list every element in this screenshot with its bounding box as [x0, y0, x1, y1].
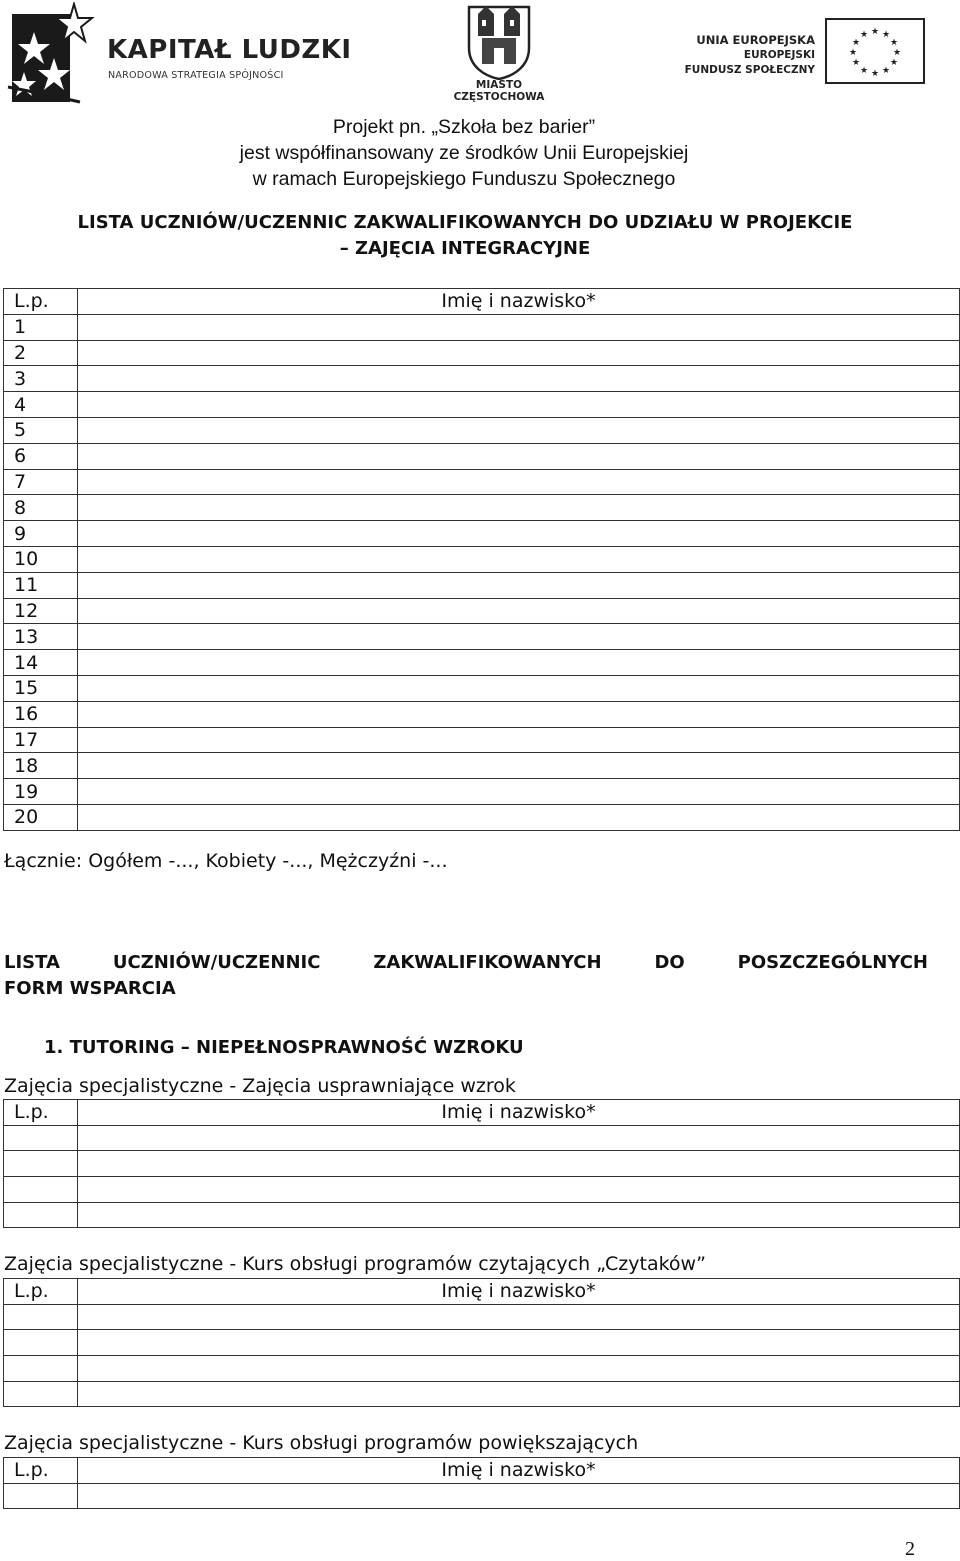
row-number: 4	[4, 392, 78, 418]
table-row	[4, 1177, 960, 1203]
table-row	[4, 366, 960, 392]
screen-readers-table	[3, 1278, 960, 1407]
table-row	[4, 701, 960, 727]
name-header: Imię i nazwisko*	[78, 1458, 960, 1484]
name-cell[interactable]	[78, 417, 960, 443]
table-row	[4, 546, 960, 572]
svg-text:★: ★	[870, 27, 880, 37]
row-number: 1	[4, 314, 78, 340]
svg-text:★: ★	[881, 30, 891, 40]
table-row	[4, 1304, 960, 1330]
name-cell[interactable]	[78, 1202, 960, 1228]
row-number: 6	[4, 443, 78, 469]
table-header-row	[4, 1458, 960, 1484]
table-row	[4, 314, 960, 340]
row-number: 14	[4, 650, 78, 676]
lp-header: L.p.	[4, 1279, 78, 1305]
row-number: 9	[4, 521, 78, 547]
name-cell[interactable]	[78, 1304, 960, 1330]
row-number: 20	[4, 804, 78, 830]
heading2-word1: LISTA	[4, 952, 60, 973]
name-cell[interactable]	[78, 650, 960, 676]
table-row	[4, 495, 960, 521]
name-cell[interactable]	[78, 779, 960, 805]
table-row	[4, 1330, 960, 1356]
name-header: Imię i nazwisko*	[78, 1100, 960, 1126]
table-row	[4, 1483, 960, 1509]
name-cell[interactable]	[78, 546, 960, 572]
kapital-ludzki-title: KAPITAŁ LUDZKI	[107, 35, 352, 65]
project-line2: jest współfinansowany ze środków Unii Europejskiej	[239, 142, 689, 164]
svg-text:★: ★	[859, 30, 869, 40]
table-row	[4, 1381, 960, 1407]
table-row	[4, 753, 960, 779]
summary-line: Łącznie: Ogółem -..., Kobiety -..., Mężczyźni -...	[4, 850, 448, 872]
name-cell[interactable]	[78, 392, 960, 418]
name-cell[interactable]	[78, 804, 960, 830]
vision-improvement-table	[3, 1099, 960, 1228]
table-row	[4, 1151, 960, 1177]
table-row	[4, 1202, 960, 1228]
name-cell[interactable]	[78, 1330, 960, 1356]
row-number: 10	[4, 546, 78, 572]
project-line1: Projekt pn. „Szkoła bez barier”	[332, 116, 596, 138]
city-line2: CZĘSTOCHOWA	[453, 91, 545, 103]
heading2-line2: FORM WSPARCIA	[4, 978, 176, 999]
tutoring-heading: 1. TUTORING – NIEPEŁNOSPRAWNOŚĆ WZROKU	[44, 1037, 524, 1058]
svg-text:★: ★	[851, 58, 861, 68]
table-row	[4, 443, 960, 469]
row-number: 5	[4, 417, 78, 443]
lp-cell[interactable]	[4, 1356, 78, 1382]
table-row	[4, 469, 960, 495]
row-number: 12	[4, 598, 78, 624]
heading2-word2: UCZNIÓW/UCZENNIC	[112, 952, 321, 973]
name-cell[interactable]	[78, 495, 960, 521]
section-vision-improvement: Zajęcia specjalistyczne - Zajęcia usprawniające wzrok	[4, 1075, 516, 1097]
main-heading	[0, 210, 930, 262]
city-line1: MIASTO	[475, 79, 523, 91]
city-crest-icon	[466, 4, 532, 80]
lp-cell[interactable]	[4, 1125, 78, 1151]
kapital-ludzki-emblem-icon	[4, 2, 104, 110]
eu-line3: FUNDUSZ SPOŁECZNY	[684, 64, 815, 76]
name-cell[interactable]	[78, 1381, 960, 1407]
row-number: 11	[4, 572, 78, 598]
table-row	[4, 340, 960, 366]
lp-header: L.p.	[4, 1458, 78, 1484]
table-row	[4, 1356, 960, 1382]
table-row	[4, 779, 960, 805]
name-cell[interactable]	[78, 366, 960, 392]
name-cell[interactable]	[78, 1177, 960, 1203]
name-cell[interactable]	[78, 727, 960, 753]
eu-line1: UNIA EUROPEJSKA	[696, 33, 815, 47]
name-cell[interactable]	[78, 340, 960, 366]
table-row	[4, 1125, 960, 1151]
lp-cell[interactable]	[4, 1177, 78, 1203]
name-cell[interactable]	[78, 753, 960, 779]
heading2-word4: DO	[654, 952, 685, 973]
table-row	[4, 650, 960, 676]
table-row	[4, 727, 960, 753]
row-number: 15	[4, 675, 78, 701]
lp-header: L.p.	[4, 1100, 78, 1126]
table-header-row	[4, 1100, 960, 1126]
table-header-row	[4, 289, 960, 315]
name-cell[interactable]	[78, 598, 960, 624]
table-header-row	[4, 1279, 960, 1305]
svg-text:★: ★	[889, 38, 899, 48]
lp-header: L.p.	[4, 289, 78, 315]
row-number: 19	[4, 779, 78, 805]
project-line3: w ramach Europejskiego Funduszu Społecznego	[252, 168, 676, 190]
section-screen-readers: Zajęcia specjalistyczne - Kurs obsługi programów czytających „Czytaków”	[4, 1253, 706, 1275]
row-number: 7	[4, 469, 78, 495]
table-row	[4, 804, 960, 830]
name-cell[interactable]	[78, 1483, 960, 1509]
logo-bar	[0, 0, 960, 110]
name-cell[interactable]	[78, 624, 960, 650]
heading2-word3: ZAKWALIFIKOWANYCH	[373, 952, 602, 973]
table-row	[4, 598, 960, 624]
eu-flag-icon	[825, 18, 925, 84]
lp-cell[interactable]	[4, 1330, 78, 1356]
lp-cell[interactable]	[4, 1304, 78, 1330]
integration-classes-table	[3, 288, 960, 831]
magnifiers-table	[3, 1457, 960, 1509]
row-number: 8	[4, 495, 78, 521]
table-row	[4, 624, 960, 650]
row-number: 18	[4, 753, 78, 779]
name-cell[interactable]	[78, 521, 960, 547]
table-row	[4, 392, 960, 418]
main-heading-line1: LISTA UCZNIÓW/UCZENNIC ZAKWALIFIKOWANYCH DO UDZIAŁU W PROJEKCIE	[77, 212, 853, 233]
lp-cell[interactable]	[4, 1151, 78, 1177]
section-magnifiers: Zajęcia specjalistyczne - Kurs obsługi programów powiększających	[4, 1432, 639, 1454]
name-header: Imię i nazwisko*	[78, 289, 960, 315]
main-heading-line2: – ZAJĘCIA INTEGRACYJNE	[339, 238, 591, 259]
project-header	[0, 114, 928, 192]
eu-fund-label	[672, 33, 815, 78]
lp-cell[interactable]	[4, 1202, 78, 1228]
name-cell[interactable]	[78, 572, 960, 598]
row-number: 3	[4, 366, 78, 392]
row-number: 16	[4, 701, 78, 727]
name-cell[interactable]	[78, 701, 960, 727]
svg-text:★: ★	[848, 48, 858, 58]
svg-text:★: ★	[851, 38, 861, 48]
svg-text:★: ★	[859, 66, 869, 76]
name-cell[interactable]	[78, 314, 960, 340]
svg-text:★: ★	[881, 66, 891, 76]
page-number: 2	[905, 1538, 915, 1560]
table-row	[4, 417, 960, 443]
name-cell[interactable]	[78, 1356, 960, 1382]
svg-text:★: ★	[889, 58, 899, 68]
heading2-word5: POSZCZEGÓLNYCH	[737, 952, 928, 973]
table-row	[4, 675, 960, 701]
lp-cell[interactable]	[4, 1483, 78, 1509]
name-cell[interactable]	[78, 1151, 960, 1177]
svg-text:★: ★	[892, 48, 902, 58]
table-row	[4, 572, 960, 598]
support-forms-heading	[4, 950, 928, 1002]
kapital-ludzki-subtitle: NARODOWA STRATEGIA SPÓJNOŚCI	[108, 70, 284, 81]
city-name-label	[440, 79, 558, 103]
row-number: 13	[4, 624, 78, 650]
name-cell[interactable]	[78, 469, 960, 495]
row-number: 2	[4, 340, 78, 366]
name-cell[interactable]	[78, 443, 960, 469]
name-cell[interactable]	[78, 675, 960, 701]
svg-text:★: ★	[870, 69, 880, 79]
eu-line2: EUROPEJSKI	[743, 49, 815, 61]
table-row	[4, 521, 960, 547]
name-cell[interactable]	[78, 1125, 960, 1151]
name-header: Imię i nazwisko*	[78, 1279, 960, 1305]
lp-cell[interactable]	[4, 1381, 78, 1407]
kapital-ludzki-logo	[4, 2, 352, 110]
row-number: 17	[4, 727, 78, 753]
